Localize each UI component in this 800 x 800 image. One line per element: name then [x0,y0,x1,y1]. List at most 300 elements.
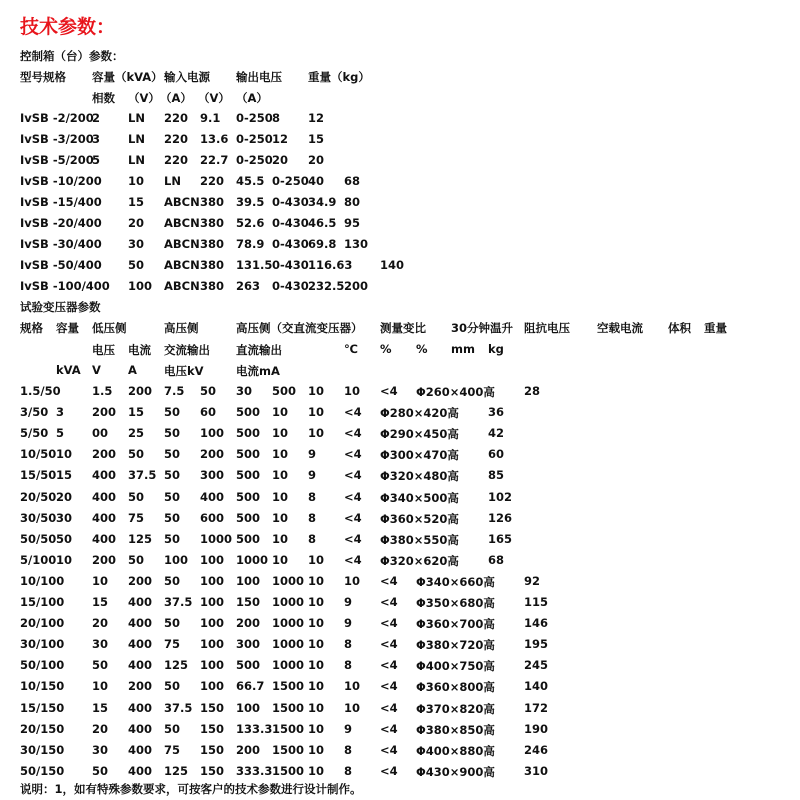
table-cell: 130 [344,237,369,251]
table-cell: 50 [164,531,181,546]
table-cell: 400 [200,489,225,504]
table-cell: 37.5 [164,595,193,609]
table-cell: 172 [524,700,549,715]
table-cell: 0-430 [272,195,309,209]
table-cell: 7.5 [164,384,185,398]
table-cell: Φ400×880高 [416,743,495,758]
table-cell: 50 [128,447,145,462]
table-cell: 500 [236,531,261,546]
table-cell: 45.5 [236,174,265,188]
table-cell: 125 [128,531,153,546]
table-cell: 200 [344,279,369,293]
table-cell: 1500 [272,763,305,778]
table-cell: 8 [308,489,317,504]
col-header: 体积 [668,321,691,335]
table-cell: ABCN [164,279,200,293]
table-cell: 10 [272,405,289,420]
table-cell: 10 [92,573,109,588]
table-cell: ABCN [164,237,200,251]
table-cell: IvSB -10/200 [20,174,102,188]
table-cell: 400 [128,700,153,715]
table-cell: 50 [164,679,181,694]
table-cell: 8 [308,510,317,525]
table-cell: Φ380×720高 [416,638,495,653]
table-cell: 10 [344,384,361,398]
table-cell: 400 [92,489,117,504]
table-cell: Φ360×700高 [416,617,495,632]
table-cell: 37.5 [164,700,193,715]
table-cell: 100 [200,637,225,652]
table-cell: 500 [236,426,261,441]
table-cell: 232.5 [308,279,345,293]
table-cell: 380 [200,279,225,293]
table-cell: 15/150 [20,700,65,715]
table-cell: 1000 [272,573,305,588]
table-cell: 150 [200,721,225,736]
table-cell: Φ320×620高 [380,553,459,568]
table-cell: 400 [128,721,153,736]
table-cell: IvSB -2/200 [20,111,94,125]
col-header: 电流 [128,343,151,357]
table-cell: Φ350×680高 [416,596,495,610]
table-cell: 1000 [272,595,305,609]
table-cell: 10 [308,763,325,778]
table-cell: 10 [56,552,73,567]
table-cell: 400 [128,637,153,652]
table-cell: 400 [128,658,153,673]
table-cell: 220 [164,132,189,146]
table-cell: 100 [200,616,225,631]
table-cell: 28 [524,384,541,398]
table-cell: 195 [524,637,549,652]
section-heading: 控制箱（台）参数： [20,49,124,63]
table-cell: 15 [128,195,145,209]
table-cell: 50 [164,510,181,525]
table-cell: IvSB -20/400 [20,216,102,230]
col-header: V [92,363,101,377]
table-cell: 10 [308,426,325,441]
table-cell: ABCN [164,216,200,230]
table-cell: LN [128,111,145,125]
table-cell: 380 [200,237,225,251]
col-header: 直流输出 [236,343,282,357]
table-cell: 165 [488,531,513,546]
table-cell: 60 [488,447,505,462]
table-cell: 10/150 [20,679,65,694]
table-cell: 50 [164,721,181,736]
col-header: % [416,342,428,356]
table-cell: <4 [344,531,362,546]
table-cell: 30 [92,637,109,652]
col-header: kg [488,342,504,356]
table-cell: 50 [164,447,181,462]
table-cell: 36 [488,405,505,420]
table-cell: 500 [236,405,261,420]
col-header: 电压 [92,343,115,357]
table-cell: LN [128,153,145,167]
table-cell: 75 [164,742,181,757]
col-header: 重量 [704,321,727,335]
table-cell: Φ340×500高 [380,490,459,505]
table-cell: 8 [308,531,317,546]
table-cell: 300 [200,468,225,483]
table-cell: 150 [200,700,225,715]
table-cell: 10 [308,742,325,757]
table-cell: 10 [272,426,289,441]
table-cell: 20 [92,721,109,736]
table-cell: 140 [380,258,405,272]
table-cell: 5 [92,153,101,167]
col-header: （V） [198,91,230,105]
table-cell: 10 [308,552,325,567]
table-cell: 200 [200,447,225,462]
table-cell: 50 [164,489,181,504]
table-cell: 0-250 [236,111,273,125]
table-cell: 1000 [200,531,233,546]
table-cell: 20/100 [20,616,65,631]
table-cell: 125 [164,763,189,778]
table-cell: 100 [128,279,153,293]
col-header: % [380,342,392,356]
table-cell: 0-250 [236,132,273,146]
table-cell: 246 [524,742,549,757]
col-header: （A） [236,91,268,105]
table-cell: 92 [524,573,541,588]
col-header: kVA [56,363,81,377]
table-cell: 400 [92,531,117,546]
table-cell: <4 [344,552,362,567]
table-cell: 146 [524,616,549,631]
table-cell: 34.9 [308,195,337,209]
table-cell: 50 [128,489,145,504]
col-header: 容量（kVA） [92,70,163,84]
table-cell: 15 [92,595,109,609]
table-cell: 9 [308,468,317,483]
table-cell: 131.5 [236,258,273,272]
table-cell: 126 [488,510,513,525]
table-cell: 220 [200,174,225,188]
table-cell: 400 [128,763,153,778]
table-cell: 10 [308,721,325,736]
table-cell: IvSB -15/400 [20,195,102,209]
table-cell: 30/150 [20,742,65,757]
table-cell: 10 [308,700,325,715]
table-cell: <4 [380,700,398,715]
table-cell: 200 [92,447,117,462]
table-cell: 200 [92,552,117,567]
table-cell: 30 [128,237,145,251]
table-cell: 200 [128,384,153,398]
table-cell: 52.6 [236,216,265,230]
table-cell: <4 [380,595,398,609]
table-cell: 100 [236,573,261,588]
table-cell: Φ290×450高 [380,427,459,442]
table-cell: 100 [200,426,225,441]
table-cell: Φ260×400高 [416,385,495,399]
table-cell: 50 [200,384,217,398]
table-cell: ABCN [164,195,200,209]
table-cell: 69.8 [308,237,337,251]
table-cell: 500 [236,468,261,483]
table-cell: 10 [272,552,289,567]
table-cell: 5 [56,426,65,441]
section-heading: 试验变压器参数 [20,300,101,314]
table-cell: 20 [272,153,289,167]
table-cell: 1000 [272,637,305,652]
table-cell: 10/50 [20,447,57,462]
table-cell: 0-250 [236,153,273,167]
table-cell: Φ340×660高 [416,574,495,589]
table-cell: 10 [272,468,289,483]
table-cell: 20 [128,216,145,230]
col-header: mm [451,342,475,356]
table-cell: 8 [344,637,353,652]
table-cell: 30 [56,510,73,525]
table-cell: 9 [344,721,353,736]
table-cell: 10/100 [20,573,65,588]
table-cell: 8 [344,742,353,757]
table-cell: 30 [236,384,253,398]
table-cell: 200 [92,405,117,420]
col-header: （A） [160,91,192,105]
table-cell: 133.3 [236,721,273,736]
table-cell: 1500 [272,742,305,757]
table-cell: LN [128,132,145,146]
table-cell: 20 [92,616,109,631]
table-cell: 20/150 [20,721,65,736]
table-cell: 10 [344,573,361,588]
table-cell: 1500 [272,679,305,694]
table-cell: 15 [308,132,325,146]
table-cell: 263 [236,279,261,293]
table-cell: 12 [308,111,325,125]
table-cell: <4 [380,384,398,398]
table-cell: 1000 [272,616,305,631]
table-cell: 00 [92,426,109,441]
table-cell: Φ300×470高 [380,448,459,463]
table-cell: 10 [272,489,289,504]
table-cell: 5/50 [20,426,49,441]
table-cell: 37.5 [128,468,157,483]
table-cell: 150 [200,763,225,778]
table-cell: 125 [164,658,189,673]
table-cell: 10 [308,384,325,398]
table-cell: 1.5 [92,384,113,398]
table-cell: 200 [128,573,153,588]
table-cell: 15/50 [20,468,57,483]
table-cell: 500 [236,658,261,673]
table-cell: 15/100 [20,595,65,609]
table-cell: 85 [488,468,505,483]
table-cell: IvSB -30/400 [20,237,102,251]
table-cell: <4 [344,510,362,525]
table-cell: 30/50 [20,510,57,525]
table-cell: 400 [128,595,153,609]
table-cell: Φ400×750高 [416,659,495,674]
table-cell: 150 [200,742,225,757]
table-cell: <4 [344,405,362,420]
page-title: 技术参数： [20,16,116,38]
table-cell: 380 [200,258,225,272]
col-header: 输出电压 [236,70,282,84]
table-cell: 50/50 [20,531,57,546]
col-header: 规格 [20,321,43,335]
col-header: （V） [128,91,160,105]
table-cell: 5/100 [20,552,57,567]
table-cell: IvSB -3/200 [20,132,94,146]
table-cell: 310 [524,763,549,778]
table-cell: LN [164,174,181,188]
table-cell: 220 [164,111,189,125]
table-cell: 9 [344,595,353,609]
table-cell: 1000 [272,658,305,673]
table-cell: 8 [344,658,353,673]
table-cell: 13.6 [200,132,229,146]
table-cell: 75 [128,510,145,525]
table-cell: 95 [344,216,361,230]
col-header: 相数 [92,91,115,105]
table-cell: 9.1 [200,111,221,125]
table-cell: 220 [164,153,189,167]
table-cell: 10 [308,573,325,588]
table-cell: <4 [380,679,398,694]
col-header: 30分钟温升 [451,321,514,335]
table-cell: 10 [308,405,325,420]
table-cell: 50 [164,573,181,588]
table-cell: 10 [344,700,361,715]
table-cell: 10 [308,637,325,652]
table-cell: 0-430 [272,279,309,293]
table-cell: Φ360×800高 [416,680,495,695]
table-cell: 100 [200,552,225,567]
table-cell: 3/50 [20,405,49,420]
table-cell: 10 [272,510,289,525]
table-cell: 8 [272,111,281,125]
table-cell: <4 [380,721,398,736]
table-cell: 400 [128,742,153,757]
table-cell: 12 [272,132,289,146]
col-header: 空载电流 [597,321,643,335]
col-header: 型号规格 [20,70,66,84]
col-header: ℃ [344,342,358,356]
table-cell: 50 [164,405,181,420]
table-cell: 1500 [272,700,305,715]
table-cell: 0-430 [272,258,309,272]
table-cell: 50 [164,468,181,483]
table-cell: 60 [200,405,217,420]
col-header: A [128,363,137,377]
table-cell: 100 [236,700,261,715]
table-cell: 10 [344,679,361,694]
table-cell: <4 [344,426,362,441]
table-cell: 50 [92,658,109,673]
table-cell: <4 [344,489,362,504]
table-cell: 100 [200,595,225,609]
table-cell: 300 [236,637,261,652]
table-cell: 15 [92,700,109,715]
table-cell: 10 [308,595,325,609]
table-cell: <4 [344,447,362,462]
table-cell: 10 [92,679,109,694]
table-cell: 100 [200,658,225,673]
table-cell: 10 [308,658,325,673]
col-header: 电压kV [164,364,204,378]
table-cell: 245 [524,658,549,673]
table-cell: 140 [524,679,549,694]
table-cell: 100 [200,573,225,588]
table-cell: Φ380×850高 [416,722,495,737]
table-cell: <4 [344,468,362,483]
table-cell: 200 [236,616,261,631]
table-cell: 190 [524,721,549,736]
col-header: 容量 [56,321,79,335]
table-cell: 50 [164,426,181,441]
table-cell: 20/50 [20,489,57,504]
table-cell: 200 [128,679,153,694]
col-header: 重量（kg） [308,70,370,84]
table-cell: 400 [92,510,117,525]
table-cell: 68 [344,174,361,188]
table-cell: 400 [128,616,153,631]
col-header: 高压侧 [164,321,199,335]
table-cell: 10 [272,531,289,546]
table-cell: Φ380×550高 [380,532,459,547]
table-cell: Φ370×820高 [416,701,495,716]
table-cell: 30/100 [20,637,65,652]
table-cell: 10 [272,447,289,462]
table-cell: 500 [236,447,261,462]
table-cell: <4 [380,637,398,652]
table-cell: 42 [488,426,505,441]
table-cell: 50/150 [20,763,65,778]
table-cell: 10 [308,679,325,694]
table-cell: 9 [344,616,353,631]
col-header: 低压侧 [92,321,127,335]
table-cell: 100 [164,552,189,567]
table-cell: 22.7 [200,153,229,167]
table-cell: IvSB -5/200 [20,153,94,167]
table-cell: ABCN [164,258,200,272]
table-cell: 100 [200,679,225,694]
table-cell: 3 [92,132,101,146]
table-cell: 50/100 [20,658,65,673]
table-cell: 500 [236,510,261,525]
table-cell: 80 [344,195,361,209]
table-cell: 8 [344,763,353,778]
table-cell: 68 [488,552,505,567]
table-cell: 15 [128,405,145,420]
table-cell: IvSB -100/400 [20,279,110,293]
table-cell: IvSB -50/400 [20,258,102,272]
table-cell: 10 [308,616,325,631]
table-cell: <4 [380,573,398,588]
table-cell: 2 [92,111,101,125]
table-cell: 50 [56,531,73,546]
table-cell: 600 [200,510,225,525]
table-cell: 150 [236,595,261,609]
table-cell: 10 [56,447,73,462]
table-cell: Φ430×900高 [416,764,495,779]
footnote: 说明：1，如有特殊参数要求，可按客户的技术参数进行设计制作。 [20,782,362,796]
col-header: 高压侧（交直流变压器） [236,321,363,335]
table-cell: 1.5/50 [20,384,61,398]
table-cell: 500 [236,489,261,504]
col-header: 阻抗电压 [524,321,570,335]
table-cell: 50 [92,763,109,778]
table-cell: 333.3 [236,763,273,778]
table-cell: Φ360×520高 [380,511,459,526]
table-cell: 50 [128,552,145,567]
